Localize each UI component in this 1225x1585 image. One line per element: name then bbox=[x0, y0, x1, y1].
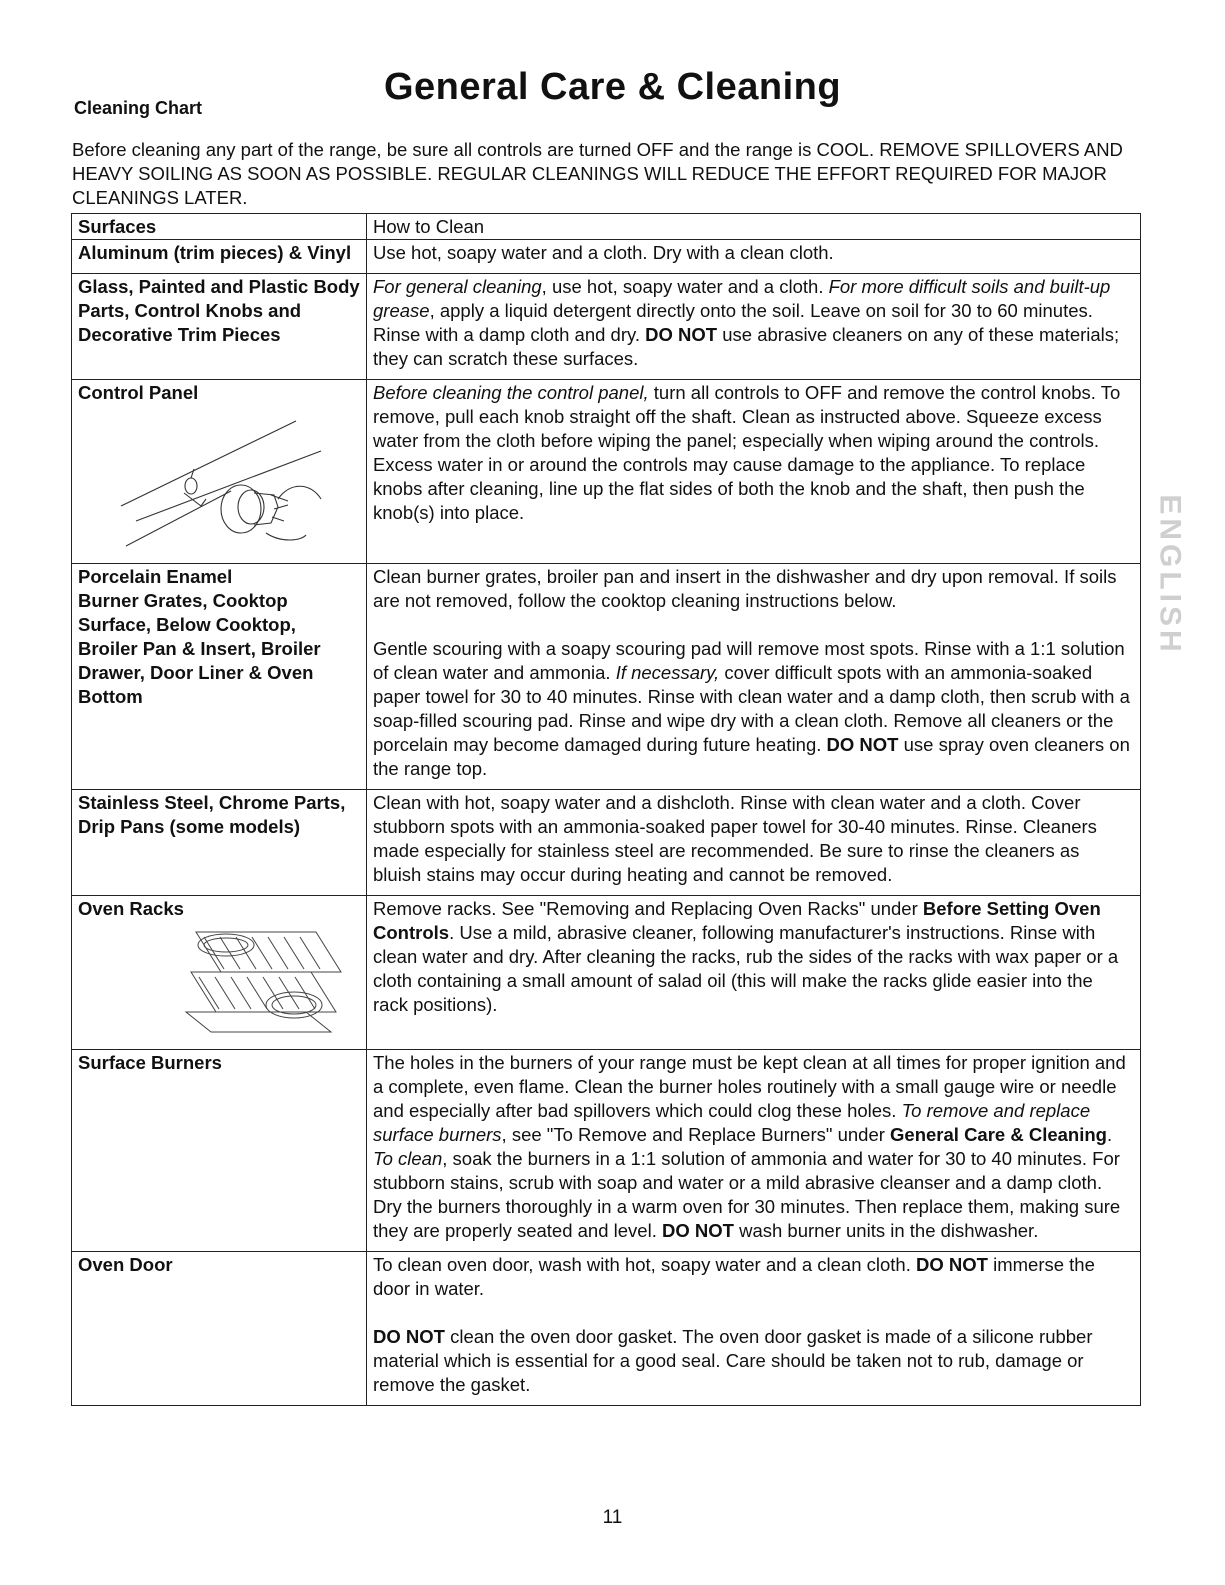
how-to-clean-cell bbox=[367, 564, 1141, 790]
surface-label bbox=[78, 275, 360, 347]
oven-racks-illustration bbox=[176, 927, 360, 1041]
how-to-clean-cell bbox=[367, 896, 1141, 1050]
instruction-text: . Use a mild, abrasive cleaner, following manufacturer's instructions. Rinse with clean water and dry. After cleaning the racks, rub the sides of the racks with wax paper or a cloth containing a small amount of salad oil (this will make the racks glide easier into the rack positions). bbox=[373, 922, 1119, 1015]
table-row bbox=[72, 564, 1141, 790]
table-row bbox=[72, 274, 1141, 380]
instruction-text: use abrasive cleaners on any of these materials; they can scratch these surfaces. bbox=[373, 324, 1120, 369]
surface-cell bbox=[72, 380, 367, 564]
italic-text: Before cleaning the control panel, bbox=[373, 382, 649, 403]
how-to-clean-cell bbox=[367, 1050, 1141, 1252]
surface-cell bbox=[72, 790, 367, 896]
table-row bbox=[72, 896, 1141, 1050]
instruction-text: . bbox=[1106, 1124, 1113, 1145]
cleaning-chart-table bbox=[71, 213, 1141, 1406]
instruction-paragraph bbox=[373, 1051, 1132, 1243]
italic-text: To clean bbox=[373, 1148, 443, 1169]
control-knob-illustration bbox=[106, 411, 360, 555]
how-to-clean-cell bbox=[367, 380, 1141, 564]
instruction-text: , see "To Remove and Replace Burners" under bbox=[501, 1124, 891, 1145]
surface-cell bbox=[72, 1050, 367, 1252]
how-to-clean-cell bbox=[367, 240, 1141, 274]
italic-text: If necessary, bbox=[615, 662, 720, 683]
instruction-paragraph bbox=[373, 565, 1132, 613]
surface-label-line: Broiler Pan & Insert, Broiler bbox=[78, 638, 321, 659]
instruction-text: Clean with hot, soapy water and a dishcloth. Rinse with clean water and a cloth. Cover stubborn spots with an ammonia-soaked paper towel for 30-40 minutes. Rinse. Cleaners made especially for stainless steel are recommended. Be sure to rinse the cleaners as bluish stains may occur during heating and cannot be removed. bbox=[373, 792, 1097, 885]
table-row bbox=[72, 790, 1141, 896]
surface-label-line: Glass, Painted and Plastic Body bbox=[78, 276, 360, 297]
emphasis-text: DO NOT bbox=[373, 1326, 445, 1347]
emphasis-text: DO NOT bbox=[645, 324, 718, 345]
instruction-text: Clean burner grates, broiler pan and insert in the dishwasher and dry upon removal. If soils are not removed, follow the cooktop cleaning instructions below. bbox=[373, 566, 1117, 611]
surface-cell bbox=[72, 896, 367, 1050]
surface-label-line: Porcelain Enamel bbox=[78, 566, 233, 587]
instruction-text: To clean oven door, wash with hot, soapy water and a clean cloth. bbox=[373, 1254, 916, 1275]
instruction-paragraph bbox=[373, 637, 1132, 781]
surface-label: Oven Door bbox=[78, 1254, 173, 1275]
emphasis-text: General Care & Cleaning bbox=[890, 1124, 1107, 1145]
table-row bbox=[72, 1050, 1141, 1252]
surface-label: Surface Burners bbox=[78, 1052, 222, 1073]
surface-cell bbox=[72, 564, 367, 790]
instruction-text: , use hot, soapy water and a cloth. bbox=[541, 276, 829, 297]
instruction-paragraph bbox=[373, 897, 1132, 1017]
page-number: 11 bbox=[602, 1507, 623, 1528]
instruction-text: wash burner units in the dishwasher. bbox=[733, 1220, 1039, 1241]
surface-label: Aluminum (trim pieces) & Vinyl bbox=[78, 242, 352, 263]
emphasis-text: DO NOT bbox=[916, 1254, 988, 1275]
surface-label-line: Drip Pans (some models) bbox=[78, 816, 301, 837]
intro-paragraph: Before cleaning any part of the range, be sure all controls are turned OFF and the range is COOL. REMOVE SPILLOVERS AND HEAVY SOILING AS SOON AS POSSIBLE. REGULAR CLEANINGS WILL REDUCE THE EFFORT REQUIRED FOR MAJOR CLEANINGS LATER. bbox=[72, 139, 1123, 208]
header-how-to-clean: How to Clean bbox=[367, 214, 1141, 240]
instruction-text: , soak the burners in a 1:1 solution of ammonia and water for 30 to 40 minutes. For stubborn stains, scrub with soap and water or a mild abrasive cleanser and a damp cloth. Dry the burners thoroughly in a warm oven for 30 minutes. Then replace them, making sure they are properly seated and level. bbox=[373, 1148, 1121, 1241]
emphasis-text: Before Setting Oven Controls bbox=[373, 898, 1101, 943]
instruction-text: Remove racks. See "Removing and Replacing Oven Racks" under bbox=[373, 898, 923, 919]
surface-label-line: Surface, Below Cooktop, bbox=[78, 614, 296, 635]
table-header-row bbox=[72, 214, 1141, 240]
instruction-text: use spray oven cleaners on the range top. bbox=[373, 734, 1130, 779]
instruction-text: Gentle scouring with a soapy scouring pad will remove most spots. Rinse with a 1:1 solution of clean water and ammonia. bbox=[373, 638, 1125, 683]
surface-label-line: Drawer, Door Liner & Oven bbox=[78, 662, 314, 683]
table-row bbox=[72, 1252, 1141, 1406]
instruction-text: Use hot, soapy water and a cloth. Dry with a clean cloth. bbox=[373, 242, 834, 263]
instruction-text: immerse the door in water. bbox=[373, 1254, 1095, 1299]
surface-label-line: Stainless Steel, Chrome Parts, bbox=[78, 792, 346, 813]
surface-cell bbox=[72, 274, 367, 380]
surface-label-line: Bottom bbox=[78, 686, 143, 707]
instruction-text: clean the oven door gasket. The oven door gasket is made of a silicone rubber material which is essential for a good seal. Care should be taken not to rub, damage or remove the gasket. bbox=[373, 1326, 1093, 1395]
table-row bbox=[72, 240, 1141, 274]
how-to-clean-cell bbox=[367, 790, 1141, 896]
instruction-text: The holes in the burners of your range must be kept clean at all times for proper ignition and a complete, even flame. Clean the burner holes routinely with a small gauge wire or needle and especially after bad spillovers which could clog these holes. bbox=[373, 1052, 1126, 1121]
surface-label bbox=[78, 791, 360, 839]
language-side-tab bbox=[1152, 494, 1188, 656]
surface-label-line: Decorative Trim Pieces bbox=[78, 324, 281, 345]
surface-cell bbox=[72, 240, 367, 274]
table-row bbox=[72, 380, 1141, 564]
surface-label: Control Panel bbox=[78, 382, 199, 403]
italic-text: For more difficult soils and built-up grease bbox=[373, 276, 1111, 321]
italic-text: For general cleaning bbox=[373, 276, 542, 297]
language-side-tab-label: ENGLISH bbox=[1154, 494, 1188, 656]
header-surfaces: Surfaces bbox=[72, 214, 367, 240]
how-to-clean-cell bbox=[367, 274, 1141, 380]
surface-label: Oven Racks bbox=[78, 898, 184, 919]
instruction-paragraph bbox=[373, 791, 1132, 887]
instruction-text: cover difficult spots with an ammonia-soaked paper towel for 30 to 40 minutes. Rinse with clean water and a damp cloth, then scrub with a soap-filled scouring pad. Rinse and wipe dry with a clean cloth. Remove all cleaners or the porcelain may become damaged during future heating. bbox=[373, 662, 1130, 755]
surface-cell bbox=[72, 1252, 367, 1406]
instruction-paragraph bbox=[373, 1325, 1132, 1397]
section-heading: Cleaning Chart bbox=[74, 98, 203, 118]
instruction-text: , apply a liquid detergent directly onto the soil. Leave on soil for 30 to 60 minutes. Rinse with a damp cloth and dry. bbox=[373, 300, 1093, 345]
italic-text: To remove and replace surface burners bbox=[373, 1100, 1091, 1145]
emphasis-text: DO NOT bbox=[826, 734, 899, 755]
surface-label-line: Burner Grates, Cooktop bbox=[78, 590, 288, 611]
instruction-paragraph bbox=[373, 241, 1132, 265]
instruction-paragraph bbox=[373, 381, 1132, 525]
surface-label bbox=[78, 565, 360, 709]
instruction-paragraph bbox=[373, 1253, 1132, 1301]
how-to-clean-cell bbox=[367, 1252, 1141, 1406]
emphasis-text: DO NOT bbox=[661, 1220, 734, 1241]
instruction-paragraph bbox=[373, 275, 1132, 371]
page-title: General Care & Cleaning bbox=[383, 66, 842, 108]
instruction-text: turn all controls to OFF and remove the control knobs. To remove, pull each knob straight off the shaft. Clean as instructed above. Squeeze excess water from the cloth before wiping the panel; especially when wiping around the controls. Excess water in or around the controls may cause damage to the appliance. To replace knobs after cleaning, line up the flat sides of both the knob and the shaft, then push the knob(s) into place. bbox=[373, 382, 1121, 523]
surface-label-line: Parts, Control Knobs and bbox=[78, 300, 302, 321]
